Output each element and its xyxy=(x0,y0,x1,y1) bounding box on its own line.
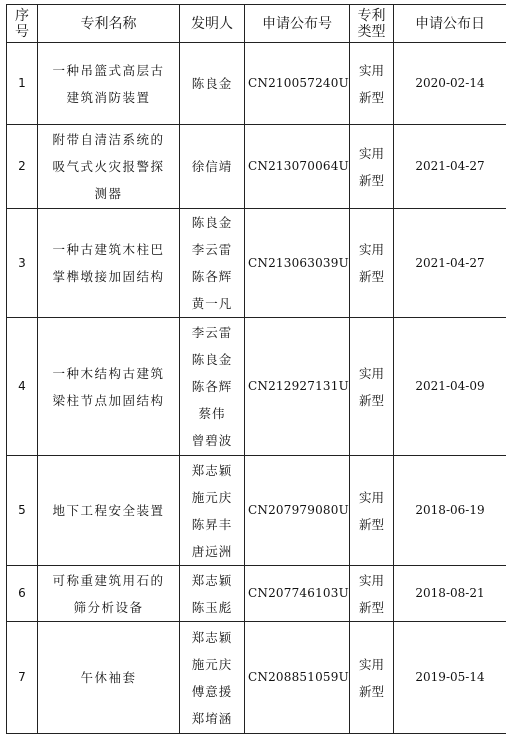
inventor-name: 曾碧波 xyxy=(183,427,241,454)
table-row xyxy=(7,318,506,456)
patent-table xyxy=(6,4,506,734)
cell-pub-no xyxy=(245,622,350,734)
cell-pub-no xyxy=(245,318,350,456)
publication-number: CN210057240U xyxy=(248,76,349,90)
header-date: 申请公布日 xyxy=(394,5,506,43)
cell-index xyxy=(7,566,38,622)
cell-patent-name xyxy=(38,566,180,622)
publication-date: 2018-06-19 xyxy=(415,503,484,517)
cell-index xyxy=(7,318,38,456)
cell-patent-type xyxy=(350,43,394,125)
header-index: 序 号 xyxy=(7,5,38,43)
cell-pub-no xyxy=(245,209,350,318)
inventor-name: 黄一凡 xyxy=(183,290,241,317)
cell-patent-type xyxy=(350,566,394,622)
inventor-name: 李云雷 xyxy=(183,319,241,346)
publication-date: 2019-05-14 xyxy=(415,670,484,684)
inventor-name: 陈各辉 xyxy=(183,373,241,400)
cell-pub-date xyxy=(394,209,506,318)
table-row xyxy=(7,43,506,125)
cell-patent-name xyxy=(38,622,180,734)
header-row xyxy=(7,5,506,43)
patent-name: 一种吊篮式高层古 建筑消防装置 xyxy=(41,57,176,111)
header-inventor: 发明人 xyxy=(180,5,245,43)
publication-date: 2021-04-27 xyxy=(415,256,484,270)
cell-pub-no xyxy=(245,456,350,566)
cell-pub-no xyxy=(245,125,350,209)
cell-patent-type xyxy=(350,125,394,209)
publication-number: CN208851059U xyxy=(248,670,349,684)
row-index: 2 xyxy=(18,159,26,173)
inventor-name: 陈玉彪 xyxy=(183,594,241,621)
patent-name: 可称重建筑用石的 筛分析设备 xyxy=(41,567,176,621)
cell-inventors xyxy=(180,566,245,622)
publication-date: 2021-04-27 xyxy=(415,159,484,173)
table-row xyxy=(7,456,506,566)
patent-type: 实用 新型 xyxy=(353,484,390,538)
cell-inventors xyxy=(180,43,245,125)
cell-index xyxy=(7,456,38,566)
cell-inventors xyxy=(180,456,245,566)
cell-patent-name xyxy=(38,318,180,456)
cell-pub-date xyxy=(394,318,506,456)
row-index: 1 xyxy=(18,76,26,90)
patent-name: 一种木结构古建筑 梁柱节点加固结构 xyxy=(41,360,176,414)
publication-number: CN213070064U xyxy=(248,159,349,173)
row-index: 3 xyxy=(18,256,26,270)
inventor-name: 郑堉涵 xyxy=(183,705,241,732)
table-body xyxy=(7,43,506,734)
patent-type: 实用 新型 xyxy=(353,651,390,705)
publication-date: 2021-04-09 xyxy=(415,379,484,393)
inventor-name: 郑志颖 xyxy=(183,567,241,594)
patent-name: 午休袖套 xyxy=(41,664,176,691)
cell-pub-date xyxy=(394,622,506,734)
cell-patent-type xyxy=(350,456,394,566)
patent-name: 附带自清洁系统的 吸气式火灾报警探 测器 xyxy=(41,126,176,207)
cell-patent-name xyxy=(38,209,180,318)
cell-patent-type xyxy=(350,622,394,734)
inventor-name: 郑志颖 xyxy=(183,457,241,484)
table-row xyxy=(7,209,506,318)
header-type: 专利 类型 xyxy=(350,5,394,43)
cell-index xyxy=(7,622,38,734)
row-index: 4 xyxy=(18,379,26,393)
inventor-name: 傅意援 xyxy=(183,678,241,705)
cell-patent-name xyxy=(38,125,180,209)
inventor-name: 陈良金 xyxy=(183,346,241,373)
inventor-name: 蔡伟 xyxy=(183,400,241,427)
cell-patent-type xyxy=(350,318,394,456)
publication-number: CN212927131U xyxy=(248,379,349,393)
row-index: 6 xyxy=(18,586,26,600)
cell-pub-date xyxy=(394,43,506,125)
header-pub-no: 申请公布号 xyxy=(245,5,350,43)
inventor-name: 李云雷 xyxy=(183,236,241,263)
cell-patent-name xyxy=(38,43,180,125)
table-row xyxy=(7,622,506,734)
cell-pub-no xyxy=(245,566,350,622)
patent-type: 实用 新型 xyxy=(353,140,390,194)
patent-type: 实用 新型 xyxy=(353,360,390,414)
cell-inventors xyxy=(180,622,245,734)
inventor-name: 施元庆 xyxy=(183,651,241,678)
header-name: 专利名称 xyxy=(38,5,180,43)
cell-inventors xyxy=(180,125,245,209)
patent-type: 实用 新型 xyxy=(353,236,390,290)
patent-type: 实用 新型 xyxy=(353,57,390,111)
patent-table-container xyxy=(6,4,506,734)
cell-pub-no xyxy=(245,43,350,125)
cell-patent-type xyxy=(350,209,394,318)
cell-inventors xyxy=(180,209,245,318)
cell-index xyxy=(7,209,38,318)
publication-date: 2018-08-21 xyxy=(415,586,484,600)
cell-pub-date xyxy=(394,125,506,209)
publication-number: CN207979080U xyxy=(248,503,349,517)
inventor-name: 陈昇丰 xyxy=(183,511,241,538)
cell-patent-name xyxy=(38,456,180,566)
inventor-name: 徐信靖 xyxy=(183,153,241,180)
row-index: 5 xyxy=(18,503,26,517)
patent-name: 地下工程安全装置 xyxy=(41,497,176,524)
inventor-name: 郑志颖 xyxy=(183,624,241,651)
publication-date: 2020-02-14 xyxy=(415,76,484,90)
cell-index xyxy=(7,125,38,209)
inventor-name: 陈良金 xyxy=(183,70,241,97)
table-row xyxy=(7,125,506,209)
inventor-name: 施元庆 xyxy=(183,484,241,511)
inventor-name: 陈良金 xyxy=(183,209,241,236)
cell-index xyxy=(7,43,38,125)
patent-name: 一种古建筑木柱巴 掌榫墩接加固结构 xyxy=(41,236,176,290)
table-row xyxy=(7,566,506,622)
publication-number: CN213063039U xyxy=(248,256,349,270)
cell-pub-date xyxy=(394,456,506,566)
publication-number: CN207746103U xyxy=(248,586,349,600)
row-index: 7 xyxy=(18,670,26,684)
inventor-name: 陈各辉 xyxy=(183,263,241,290)
cell-inventors xyxy=(180,318,245,456)
patent-type: 实用 新型 xyxy=(353,567,390,621)
inventor-name: 唐远洲 xyxy=(183,538,241,565)
cell-pub-date xyxy=(394,566,506,622)
